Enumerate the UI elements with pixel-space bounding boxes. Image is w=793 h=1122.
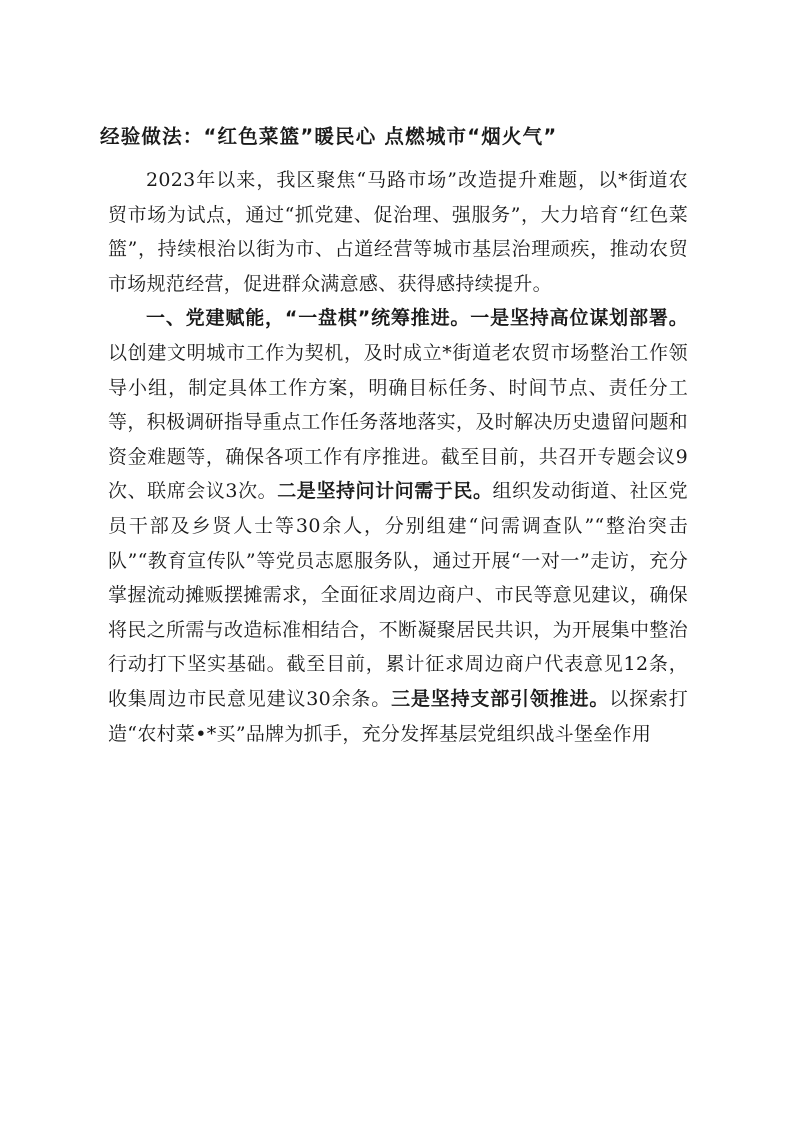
section-1-paragraph (108, 301, 688, 751)
point-2-text: 组织发动街道、社区党员干部及乡贤人士等30余人，分别组建“问需调查队”“整治突击队”“教育宣传队”等党员志愿服务队，通过开展“一对一”走访，充分掌握流动摊贩摆摊需求，全面征求周边商户、市民等意见建议，确保将民之所需与改造标准相结合，不断凝聚居民共识，为开展集中整治行动打下坚实基础。截至目前，累计征求周边商户代表意见12条，收集周边市民意见建议30余条。 (108, 480, 688, 710)
document-title: 经验做法：“红色菜篮”暖民心 点燃城市“烟火气” (100, 125, 558, 148)
section-1-heading: 一、党建赋能，“一盘棋”统筹推进。 (146, 307, 471, 330)
intro-paragraph: 2023年以来，我区聚焦“马路市场”改造提升难题，以*街道农贸市场为试点，通过“抓党建、促治理、强服务”，大力培育“红色菜篮”，持续根治以街为市、占道经营等城市基层治理顽疾，推动农贸市场规范经营，促进群众满意感、获得感持续提升。 (108, 169, 688, 295)
point-1-heading: 一是坚持高位谋划部署。 (470, 307, 688, 330)
point-3-text: 以探索打造“农村菜•*买”品牌为抓手，充分发挥基层党组织战斗堡垒作用 (108, 687, 688, 745)
point-1-text: 以创建文明城市工作为契机，及时成立*街道老农贸市场整治工作领导小组，制定具体工作方案，明确目标任务、时间节点、责任分工等，积极调研指导重点工作任务落地落实，及时解决历史遗留问题和资金难题等，确保各项工作有序推进。截至目前，共召开专题会议9次、联席会议3次。 (108, 341, 688, 503)
point-3-heading: 三是坚持支部引领推进。 (391, 687, 610, 710)
document-body (108, 163, 688, 751)
point-2-heading: 二是坚持问计问需于民。 (277, 480, 493, 503)
